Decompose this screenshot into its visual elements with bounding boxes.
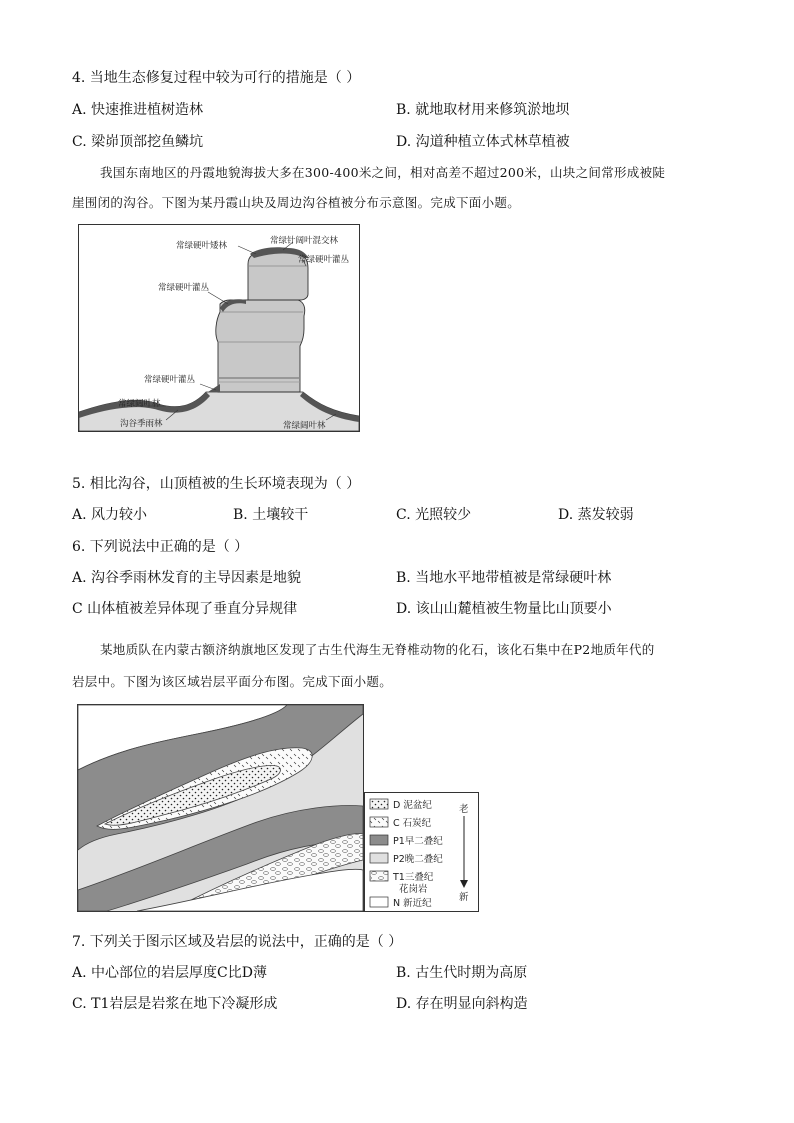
label-valley-monsoon-forest: 沟谷季雨林 — [120, 419, 163, 429]
q5-stem: 5. 相比沟谷，山顶植被的生长环境表现为（ ） — [72, 476, 361, 492]
q5-option-b: B. 土壤较干 — [233, 507, 309, 523]
q6-option-d: D. 该山山麓植被生物量比山顶要小 — [396, 601, 612, 617]
q5-option-a: A. 风力较小 — [72, 507, 148, 523]
q6-stem: 6. 下列说法中正确的是（ ） — [72, 539, 249, 555]
legend-c: C 石炭纪 — [393, 818, 432, 829]
q6-option-c: C 山体植被差异体现了垂直分异规律 — [72, 601, 298, 617]
passage2-line2: 岩层中。下图为该区域岩层平面分布图。完成下面小题。 — [72, 674, 393, 689]
legend-swatch-n — [370, 897, 388, 907]
label-evergreen-broadleaf-forest-left: 常绿阔叶林 — [118, 399, 161, 409]
label-evergreen-mixed-forest: 常绿针阔叶混交林 — [270, 236, 339, 246]
q4-option-a: A. 快速推进植树造林 — [72, 102, 204, 118]
q4-option-b: B. 就地取材用来修筑淤地坝 — [396, 102, 570, 118]
legend-p1: P1早二叠纪 — [393, 836, 443, 847]
label-evergreen-broadleaf-forest-right: 常绿阔叶林 — [283, 421, 326, 431]
passage1-line1: 我国东南地区的丹霞地貌海拔大多在300-400米之间，相对高差不超过200米，山块之间常形成被陡 — [100, 165, 666, 180]
legend-swatch-c — [370, 817, 388, 827]
q6-option-b: B. 当地水平地带植被是常绿硬叶林 — [396, 570, 612, 586]
strata-plan-map — [77, 704, 479, 912]
legend-t1: T1三叠纪 — [393, 872, 434, 883]
label-evergreen-sclerophyll-shrub-mid: 常绿硬叶灌丛 — [158, 283, 210, 293]
legend-swatch-p2 — [370, 853, 388, 863]
q4-option-c: C. 梁峁顶部挖鱼鳞坑 — [72, 134, 204, 150]
passage2-line1: 某地质队在内蒙古额济纳旗地区发现了古生代海生无脊椎动物的化石，该化石集中在P2地质年代的 — [100, 642, 655, 657]
q7-option-d: D. 存在明显向斜构造 — [396, 996, 528, 1012]
label-evergreen-sclerophyll-shrub-top: 常绿硬叶灌丛 — [298, 255, 350, 265]
legend-t1-granite: 花岗岩 — [399, 884, 428, 895]
legend-swatch-d — [370, 799, 388, 809]
legend-swatch-p1 — [370, 835, 388, 845]
q4-stem: 4. 当地生态修复过程中较为可行的措施是（ ） — [72, 70, 361, 86]
q6-option-a: A. 沟谷季雨林发育的主导因素是地貌 — [72, 570, 302, 586]
q7-stem: 7. 下列关于图示区域及岩层的说法中，正确的是（ ） — [72, 934, 403, 950]
danxia-vegetation-figure — [78, 224, 360, 432]
q7-option-a: A. 中心部位的岩层厚度C比D薄 — [72, 965, 267, 981]
q5-option-d: D. 蒸发较弱 — [558, 507, 634, 523]
label-evergreen-sclerophyll-dwarf-forest: 常绿硬叶矮林 — [176, 241, 228, 251]
legend-n: N 新近纪 — [393, 898, 432, 909]
q7-option-c: C. T1岩层是岩浆在地下冷凝形成 — [72, 996, 278, 1012]
label-evergreen-sclerophyll-shrub-base: 常绿硬叶灌丛 — [144, 375, 196, 385]
legend-p2: P2晚二叠纪 — [393, 854, 443, 865]
arrow-label-old: 老 — [459, 804, 469, 815]
q4-option-d: D. 沟道种植立体式林草植被 — [396, 134, 570, 150]
q5-option-c: C. 光照较少 — [396, 507, 472, 523]
legend-d: D 泥盆纪 — [393, 800, 432, 811]
arrow-label-new: 新 — [459, 892, 469, 903]
legend-swatch-t1 — [370, 871, 388, 881]
q7-option-b: B. 古生代时期为高原 — [396, 965, 528, 981]
passage1-line2: 崖围闭的沟谷。下图为某丹霞山块及周边沟谷植被分布示意图。完成下面小题。 — [72, 195, 521, 210]
